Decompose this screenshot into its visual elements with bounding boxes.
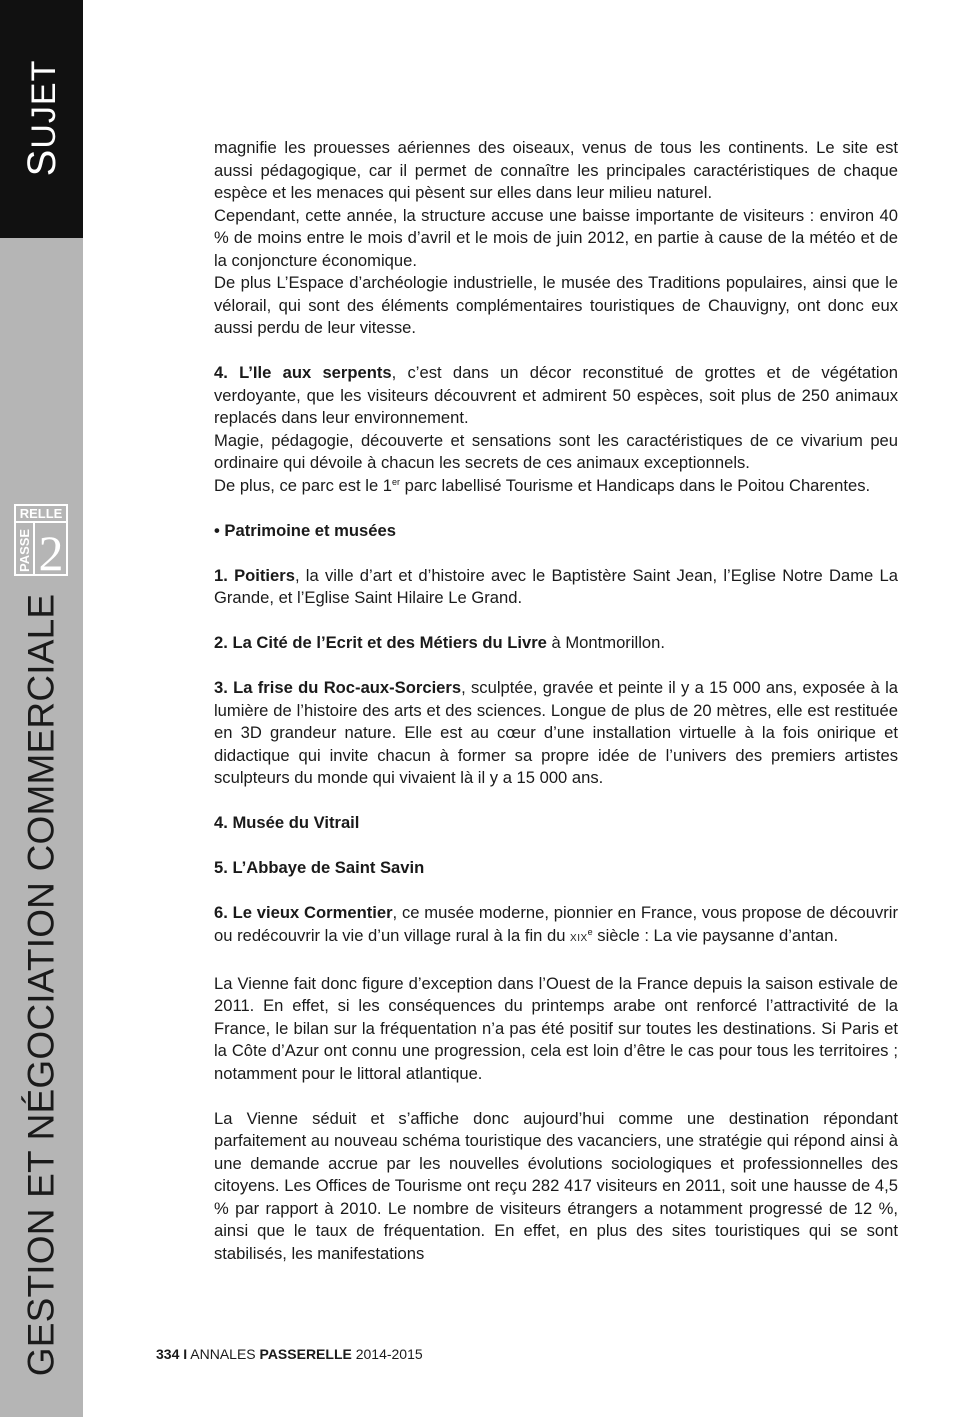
- sujet-label: [22, 60, 62, 177]
- paragraph: De plus, ce parc est le 1er parc labellisé Tourisme et Handicaps dans le Poitou Charentes.: [214, 475, 871, 495]
- item-title: 4. Musée du Vitrail: [214, 813, 360, 832]
- list-item: 1. Poitiers, la ville d’art et d’histoire avec le Baptistère Saint Jean, l’Eglise Notre Dame La Grande, et l’Eglise Saint Hilaire Le Grand.: [214, 565, 898, 607]
- passerelle-logo: [14, 504, 68, 576]
- article-body: [214, 137, 898, 1265]
- paragraph: Cependant, cette année, la structure accuse une baisse importante de visiteurs : environ 40 % de moins entre le mois d’avril et le mois de juin 2012, en partie à cause de la météo et de la conjoncture économique.: [214, 205, 898, 270]
- page-number: 334: [156, 1346, 180, 1362]
- footer-years: 2014-2015: [355, 1346, 423, 1362]
- item-title: 3. La frise du Roc-aux-Sorciers: [214, 678, 462, 697]
- footer-separator: I: [183, 1346, 188, 1362]
- section-title: GESTION ET NÉGOCIATION COMMERCIALE: [20, 593, 62, 1377]
- paragraph: magnifie les prouesses aériennes des oiseaux, venus de tous les continents. Le site est aussi pédagogique, car il permet de connaître les principales caractéristiques de chaque espèce et les menaces qui pèsent sur elles dans leur milieu naturel.: [214, 138, 898, 202]
- logo-side-text: PASSE: [17, 528, 32, 572]
- item-title: 1. Poitiers: [214, 565, 295, 585]
- footer-annales: ANNALES: [190, 1346, 256, 1362]
- paragraph: Magie, pédagogie, découverte et sensations sont les caractéristiques de ce vivarium peu ordinaire qui dévoile à chacun les secrets de ces animaux exceptionnels.: [214, 430, 898, 472]
- list-item: 4. L’Ile aux serpents, c’est dans un décor reconstitué de grottes et de végétation verdoyante, que les visiteurs découvrent et admirent 50 espèces, soit plus de 250 animaux replacés dans leur environnement.: [214, 363, 898, 427]
- sidebar-header-block: [0, 0, 83, 238]
- paragraph: De plus L’Espace d’archéologie industrielle, le musée des Traditions populaires, ainsi que le vélorail, qui sont des éléments complémentaires touristiques de Chauvigny, ont donc eux aussi perdu de leur vitesse.: [214, 273, 898, 337]
- page-footer: [156, 1346, 423, 1362]
- sujet-rest: UJET: [25, 59, 63, 149]
- paragraph: La Vienne fait donc figure d’exception dans l’Ouest de la France depuis la saison estivale de 2011. En effet, si les conséquences du printemps arabe ont renforcé l’attractivité de la France, le bilan sur la fréquentation n’a pas été positif sur toutes les destinations. Si Paris et la Côte d’Azur ont connu une progression, cela est loin d’être le cas pour tous les territoires ; notamment pour le littoral atlantique.: [214, 973, 898, 1083]
- logo-number: 2: [38, 525, 64, 576]
- section-heading: • Patrimoine et musées: [214, 520, 396, 540]
- item-title: 4. L’Ile aux serpents: [214, 363, 392, 382]
- paragraph: La Vienne séduit et s’affiche donc aujourd’hui comme une destination répondant parfaitement au nouveau schéma touristique des vacanciers, une stratégie qui répond ainsi à une demande accrue par les nouvelles évolutions sociologiques et professionnelles des citoyens. Les Offices de Tourisme ont reçu 282 417 visiteurs en 2011, soit une hausse de 4,5 % par rapport à 2010. Le nombre de visiteurs étrangers a notamment progressé de 12 %, ainsi que le taux de fréquentation. En effet, en plus des sites touristiques qui se sont stabilisés, les manifestations: [214, 1108, 898, 1263]
- footer-brand: PASSERELLE: [259, 1346, 352, 1362]
- list-item: 2. La Cité de l’Ecrit et des Métiers du Livre à Montmorillon.: [214, 633, 665, 652]
- list-item: 6. Le vieux Cormentier, ce musée moderne, pionnier en France, vous propose de découvrir ou redécouvrir la vie d’un village rural à la fin du XIXe siècle : La vie paysanne d’antan.: [214, 903, 898, 945]
- list-item: 3. La frise du Roc-aux-Sorciers, sculptée, gravée et peinte il y a 15 000 ans, exposée à la lumière de l’histoire des arts et des sciences. Longue de plus de 20 mètres, elle est restituée en 3D grandeur nature. Elle est au cœur d’une installation virtuelle à la fois onirique et didactique qui invite chacun à former sa propre idée de l’univers des premiers artistes sculpteurs du monde qui vivaient là il y a 15 000 ans.: [214, 678, 898, 787]
- item-title: 6. Le vieux Cormentier: [214, 903, 393, 922]
- list-item: [214, 812, 898, 835]
- item-title: 5. L’Abbaye de Saint Savin: [214, 858, 425, 877]
- logo-top-text: RELLE: [19, 506, 63, 521]
- sujet-initial: S: [20, 148, 64, 177]
- item-title: 2. La Cité de l’Ecrit et des Métiers du Livre: [214, 633, 547, 652]
- list-item: [214, 857, 898, 880]
